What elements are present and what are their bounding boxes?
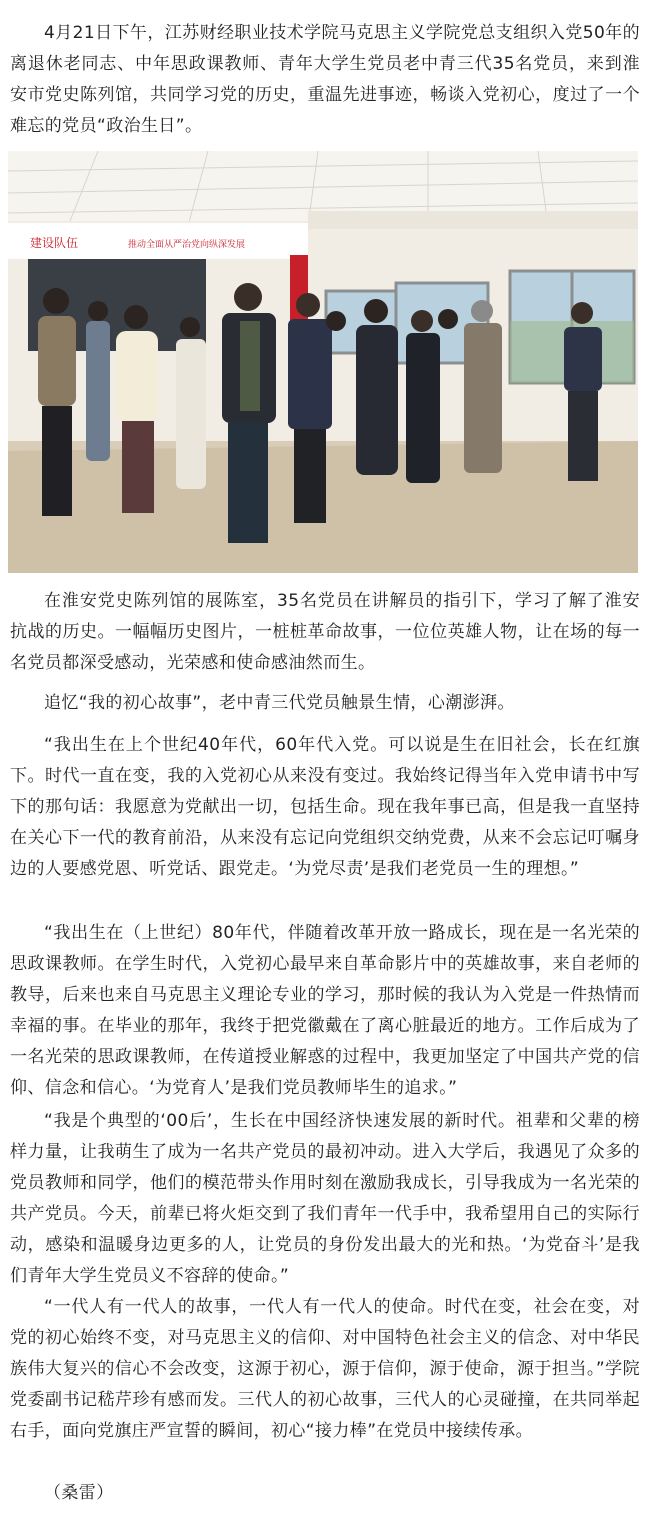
paragraph-quote-teacher: “我出生在（上世纪）80年代，伴随着改革开放一路成长，现在是一名光荣的思政课教师。在学生时代，入党初心最早来自革命影片中的英雄故事，来自老师的教导，后来也来自马克思主义理论专业的学习，那时候的我认为入党是一件热情而幸福的事。在毕业的那年，我终于把党徽戴在了离心脏最近的地方。工作后成为了一名光荣的思政课教师，在传道授业解惑的过程中，我更加坚定了中国共产党的信仰、信念和信心。‘为党育人’是我们党员教师毕生的追求。” xyxy=(10,923,640,1098)
paragraph-recall: 追忆“我的初心故事”，老中青三代党员触景生情，心潮澎湃。 xyxy=(44,693,515,713)
paragraph-quote-elder: “我出生在上个世纪40年代，60年代入党。可以说是生在旧社会，长在红旗下。时代一直在变，我的入党初心从来没有变过。我始终记得当年入党申请书中写下的那句话：我愿意为党献出一切，包括生命。现在我年事已高，但是我一直坚持在关心下一代的教育前沿，从来没有忘记向党组织交纳党费，从来不会忘记叮嘱身边的人要感党恩、听党话、跟党走。‘为党尽责’是我们老党员一生的理想。” xyxy=(10,735,640,879)
author-credit: （桑雷） xyxy=(44,1483,114,1503)
paragraph-intro: 4月21日下午，江苏财经职业技术学院马克思主义学院党总支组织入党50年的离退休老同志、中年思政课教师、青年大学生党员老中青三代35名党员，来到淮安市党史陈列馆，共同学习党的历史，重温先进事迹，畅谈入党初心，度过了一个难忘的党员“政治生日”。 xyxy=(10,23,640,136)
banner-right-text: 推动全面从严治党向纵深发展 xyxy=(128,240,246,250)
event-photo xyxy=(8,151,638,573)
paragraph-quote-student: “我是个典型的‘00后’，生长在中国经济快速发展的新时代。祖辈和父辈的榜样力量，让我萌生了成为一名共产党员的最初冲动。进入大学后，我遇见了众多的党员教师和同学，他们的模范带头作用时刻在激励我成长，引导我成为一名光荣的共产党员。今天，前辈已将火炬交到了我们青年一代手中，我希望用自己的实际行动，感染和温暖身边更多的人，让党员的身份发出最大的光和热。‘为党奋斗’是我们青年大学生党员义不容辞的使命。” xyxy=(10,1111,640,1286)
paragraph-visit: 在淮安党史陈列馆的展陈室，35名党员在讲解员的指引下，学习了解了淮安抗战的历史。一幅幅历史图片，一桩桩革命故事，一位位英雄人物，让在场的每一名党员都深受感动，光荣感和使命感油然而生。 xyxy=(10,591,640,673)
paragraph-conclusion: “一代人有一代人的故事，一代人有一代人的使命。时代在变，社会在变，对党的初心始终不变，对马克思主义的信仰、对中国特色社会主义的信念、对中华民族伟大复兴的信心不会改变，这源于初心，源于信仰，源于使命，源于担当。”学院党委副书记嵇芹珍有感而发。三代人的初心故事，三代人的心灵碰撞，在共同举起右手，面向党旗庄严宣誓的瞬间，初心“接力棒”在党员中接续传承。 xyxy=(10,1297,640,1441)
banner-left-text: 建设队伍 xyxy=(30,236,79,250)
